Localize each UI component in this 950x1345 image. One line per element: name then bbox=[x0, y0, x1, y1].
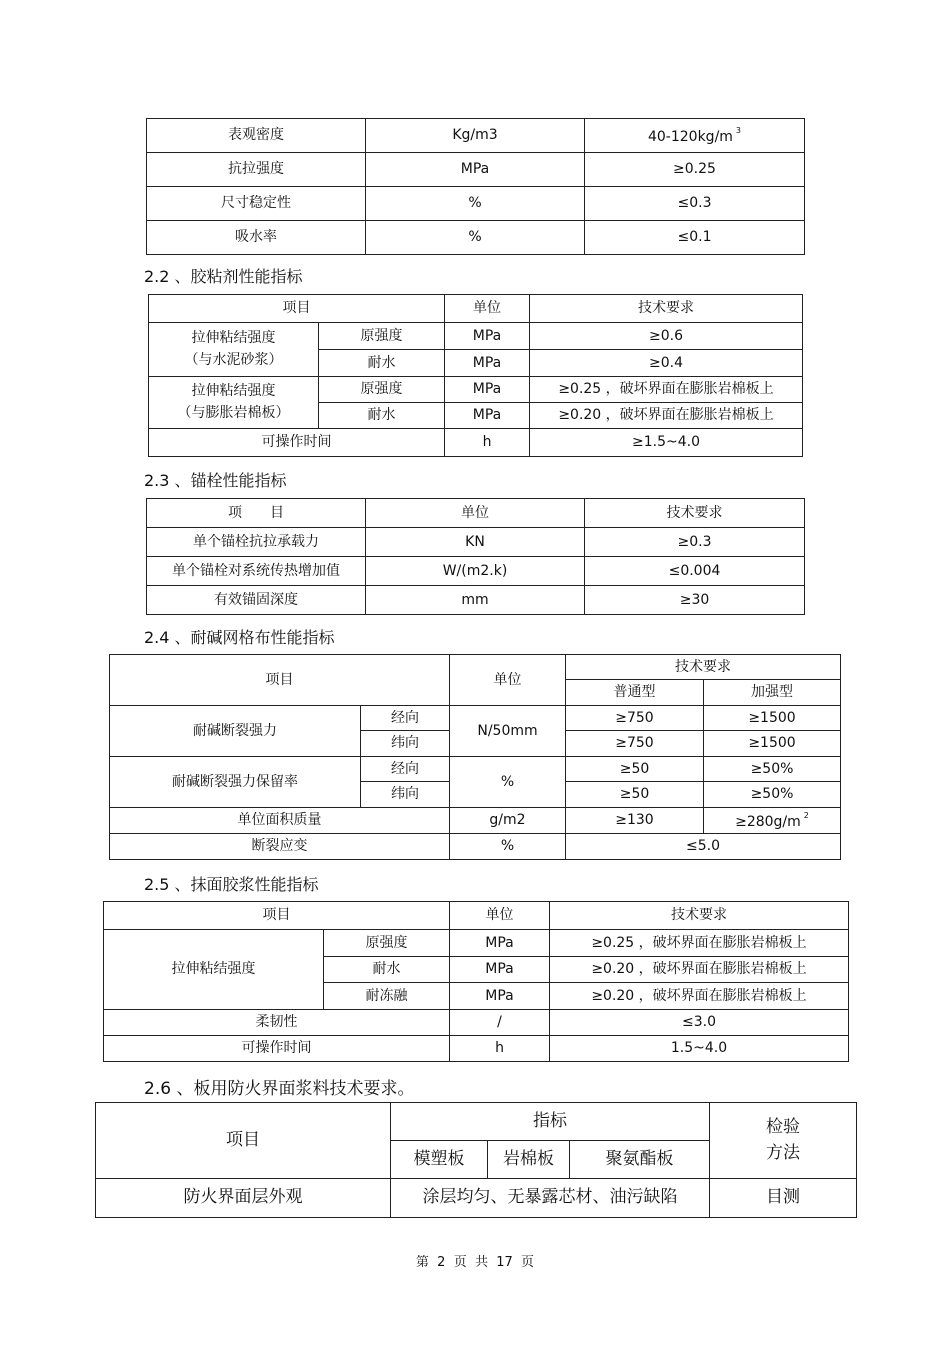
section-heading-2-2: 2.2 、胶粘剂性能指标 bbox=[144, 267, 303, 286]
cell: 耐水 bbox=[324, 957, 450, 983]
cell: ≥0.4 bbox=[530, 350, 803, 377]
cell: ≥1.5~4.0 bbox=[530, 429, 803, 457]
cell: MPa bbox=[366, 153, 585, 187]
header-cell: 普通型 bbox=[566, 680, 704, 706]
section-heading-2-4: 2.4 、耐碱网格布性能指标 bbox=[144, 628, 335, 647]
cell: 纬向 bbox=[361, 782, 450, 808]
header-cell: 加强型 bbox=[704, 680, 841, 706]
header-cell: 技术要求 bbox=[550, 902, 849, 930]
cell: ≤5.0 bbox=[566, 834, 841, 860]
cell: ≥0.6 bbox=[530, 323, 803, 350]
cell: W/(m2.k) bbox=[366, 557, 585, 586]
cell: 可操作时间 bbox=[149, 429, 445, 457]
section-heading-2-3: 2.3 、锚栓性能指标 bbox=[144, 471, 287, 490]
group-cell: 拉伸粘结强度 （与水泥砂浆） bbox=[149, 323, 319, 377]
table-adhesive bbox=[148, 294, 803, 457]
table-fire-interface bbox=[95, 1102, 857, 1218]
cell: 表观密度 bbox=[147, 119, 366, 153]
cell: 耐冻融 bbox=[324, 983, 450, 1010]
cell: ≥1500 bbox=[704, 731, 841, 757]
cell: ≥750 bbox=[566, 731, 704, 757]
cell: Kg/m3 bbox=[366, 119, 585, 153]
header-cell: 项 目 bbox=[147, 499, 366, 528]
superscript: 2 bbox=[803, 810, 809, 820]
cell: ≥1500 bbox=[704, 706, 841, 731]
cell: ≥0.25 ，破坏界面在膨胀岩棉板上 bbox=[530, 377, 803, 403]
cell: ≥0.25 bbox=[585, 153, 805, 187]
cell: % bbox=[366, 221, 585, 255]
cell: 耐水 bbox=[319, 350, 445, 377]
header-cell: 技术要求 bbox=[530, 295, 803, 323]
cell: 涂层均匀、无暴露芯材、油污缺陷 bbox=[391, 1179, 710, 1218]
cell: 防火界面层外观 bbox=[96, 1179, 391, 1218]
cell: 目测 bbox=[710, 1179, 857, 1218]
page-footer: 第 2 页 共 17 页 bbox=[415, 1255, 535, 1270]
cell: ≥0.20 ，破坏界面在膨胀岩棉板上 bbox=[550, 983, 849, 1010]
table-anchor bbox=[146, 498, 805, 615]
cell: 经向 bbox=[361, 706, 450, 731]
header-cell: 技术要求 bbox=[566, 655, 841, 680]
header-cell: 模塑板 bbox=[391, 1141, 488, 1179]
cell: ≥30 bbox=[585, 586, 805, 615]
section-heading-2-6: 2.6 、板用防火界面浆料技术要求。 bbox=[144, 1079, 415, 1099]
header-cell: 项目 bbox=[96, 1103, 391, 1179]
cell: ≤3.0 bbox=[550, 1010, 849, 1036]
header-cell: 单位 bbox=[450, 655, 566, 706]
cell: 原强度 bbox=[324, 930, 450, 957]
cell: ≥0.25 ，破坏界面在膨胀岩棉板上 bbox=[550, 930, 849, 957]
cell: MPa bbox=[450, 930, 550, 957]
cell: ≥750 bbox=[566, 706, 704, 731]
cell: 吸水率 bbox=[147, 221, 366, 255]
cell: 柔韧性 bbox=[104, 1010, 450, 1036]
table-plaster bbox=[103, 901, 849, 1062]
cell: MPa bbox=[450, 957, 550, 983]
cell: 单个锚栓抗拉承载力 bbox=[147, 528, 366, 557]
cell: ≥50 bbox=[566, 782, 704, 808]
cell: 原强度 bbox=[319, 377, 445, 403]
header-cell: 技术要求 bbox=[585, 499, 805, 528]
table-mesh bbox=[109, 654, 841, 860]
cell: MPa bbox=[445, 350, 530, 377]
cell: ≥0.20 ，破坏界面在膨胀岩棉板上 bbox=[530, 403, 803, 429]
cell: 40-120kg/m $^3$ bbox=[585, 119, 805, 153]
header-cell: 指标 bbox=[391, 1103, 710, 1141]
cell: 抗拉强度 bbox=[147, 153, 366, 187]
cell: % bbox=[366, 187, 585, 221]
cell: ≥50% bbox=[704, 757, 841, 782]
group-cell: 拉伸粘结强度 bbox=[104, 930, 324, 1010]
header-cell: 项目 bbox=[149, 295, 445, 323]
cell: 纬向 bbox=[361, 731, 450, 757]
cell: 尺寸稳定性 bbox=[147, 187, 366, 221]
header-cell: 检验 方法 bbox=[710, 1103, 857, 1179]
header-cell: 单位 bbox=[450, 902, 550, 930]
cell: h bbox=[445, 429, 530, 457]
cell: N/50mm bbox=[450, 706, 566, 757]
cell: 耐水 bbox=[319, 403, 445, 429]
cell: ≥130 bbox=[566, 808, 704, 834]
cell: g/m2 bbox=[450, 808, 566, 834]
group-cell: 耐碱断裂强力 bbox=[110, 706, 361, 757]
cell: ≥0.20 ，破坏界面在膨胀岩棉板上 bbox=[550, 957, 849, 983]
cell: / bbox=[450, 1010, 550, 1036]
header-cell: 聚氨酯板 bbox=[570, 1141, 710, 1179]
header-cell: 项目 bbox=[110, 655, 450, 706]
cell: % bbox=[450, 834, 566, 860]
cell: KN bbox=[366, 528, 585, 557]
cell: mm bbox=[366, 586, 585, 615]
cell: 可操作时间 bbox=[104, 1036, 450, 1062]
cell: ≥50% bbox=[704, 782, 841, 808]
cell: 单个锚栓对系统传热增加值 bbox=[147, 557, 366, 586]
group-cell: 耐碱断裂强力保留率 bbox=[110, 757, 361, 808]
cell: ≥0.3 bbox=[585, 528, 805, 557]
superscript: 3 bbox=[735, 125, 742, 135]
cell: ≤0.1 bbox=[585, 221, 805, 255]
cell: MPa bbox=[445, 403, 530, 429]
group-cell: 拉伸粘结强度 （与膨胀岩棉板） bbox=[149, 377, 319, 429]
cell: 断裂应变 bbox=[110, 834, 450, 860]
cell: ≤0.004 bbox=[585, 557, 805, 586]
table-insulation-board bbox=[146, 118, 805, 255]
cell: ≥50 bbox=[566, 757, 704, 782]
cell: % bbox=[450, 757, 566, 808]
cell: MPa bbox=[450, 983, 550, 1010]
cell: MPa bbox=[445, 377, 530, 403]
cell: ≤0.3 bbox=[585, 187, 805, 221]
header-cell: 岩棉板 bbox=[488, 1141, 570, 1179]
cell: h bbox=[450, 1036, 550, 1062]
cell: 有效锚固深度 bbox=[147, 586, 366, 615]
header-cell: 项目 bbox=[104, 902, 450, 930]
cell: 原强度 bbox=[319, 323, 445, 350]
cell: 单位面积质量 bbox=[110, 808, 450, 834]
cell: 经向 bbox=[361, 757, 450, 782]
cell: MPa bbox=[445, 323, 530, 350]
header-cell: 单位 bbox=[366, 499, 585, 528]
cell: ≥280g/m $^2$ bbox=[704, 808, 841, 834]
header-cell: 单位 bbox=[445, 295, 530, 323]
cell: 1.5~4.0 bbox=[550, 1036, 849, 1062]
section-heading-2-5: 2.5 、抹面胶浆性能指标 bbox=[144, 875, 319, 894]
